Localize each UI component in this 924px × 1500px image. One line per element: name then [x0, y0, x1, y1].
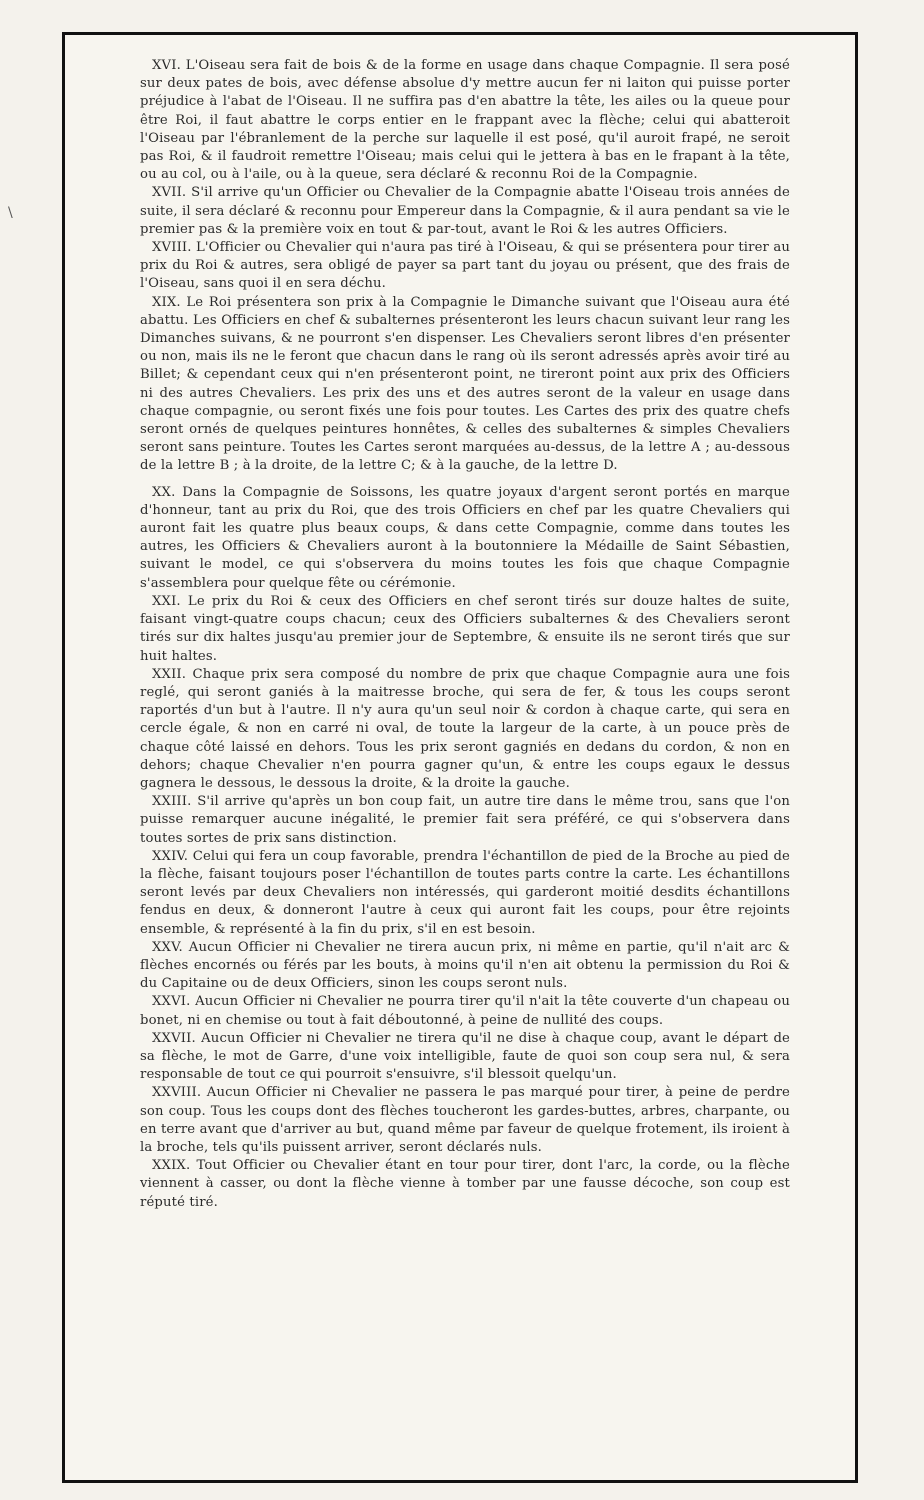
article-xvii: XVII. S'il arrive qu'un Officier ou Chevalier de la Compagnie abatte l'Oiseau trois années de suite, il sera déclaré & reconnu pour Empereur dans la Compagnie, & il aura pendant sa vie le premier pas & la première voix en tout & par-tout, avant le Roi & les autres Officiers.	[140, 185, 790, 237]
article-xix: XIX. Le Roi présentera son prix à la Compagnie le Dimanche suivant que l'Oiseau aura été abattu. Les Officiers en chef & subalternes présenteront les leurs chacun suivant leur rang les Dimanches suivans, & ne pourront s'en dispenser. Les Chevaliers seront libres d'en présenter ou non, mais ils ne le feront que chacun dans le rang où ils seront adressés après avoir tiré au Billet; & cependant ceux qui n'en présenteront point, ne tireront point aux prix des Officiers ni des autres Chevaliers. Les prix des uns et des autres seront de la valeur en usage dans chaque compagnie, ou seront fixés une fois pour toutes. Les Cartes des prix des quatre chefs seront ornés de quelques peintures honnêtes, & celles des subalternes & simples Chevaliers seront sans peinture. Toutes les Cartes seront marquées au-dessus, de la lettre A ; au-dessous de la lettre B ; à la droite, de la lettre C; & à la gauche, de la lettre D.	[140, 294, 790, 474]
article-xxvii: XXVII. Aucun Officier ni Chevalier ne tirera qu'il ne dise à chaque coup, avant le départ de sa flèche, le mot de Garre, d'une voix intelligible, faute de quoi son coup sera nul, & sera responsable de tout ce qui pourroit s'ensuivre, s'il blessoit quelqu'un.	[140, 1030, 790, 1083]
article-xx: XX. Dans la Compagnie de Soissons, les quatre joyaux d'argent seront portés en marque d'honneur, tant au prix du Roi, que des trois Officiers en chef par les quatre Chevaliers qui auront fait les quatre plus beaux coups, & dans cette Compagnie, comme dans toutes les autres, les Officiers & Chevaliers auront à la boutonniere la Médaille de Saint Sébastien, suivant le model, ce qui s'observera du moins toutes les fois que chaque Compagnie s'assemblera pour quelque fête ou cérémonie.	[140, 484, 790, 591]
margin-mark: \	[8, 205, 13, 221]
document-text	[140, 57, 790, 1212]
article-xxi: XXI. Le prix du Roi & ceux des Officiers en chef seront tirés sur douze haltes de suite, faisant vingt-quatre coups chacun; ceux des Officiers subalternes & des Chevaliers seront tirés sur dix haltes jusqu'au premier jour de Septembre, & ensuite ils ne seront tirés que sur huit haltes.	[140, 593, 790, 664]
article-xxiii: XXIII. S'il arrive qu'après un bon coup fait, un autre tire dans le même trou, sans que l'on puisse remarquer aucune inégalité, le premier fait sera préféré, ce qui s'observera dans toutes sortes de prix sans distinction.	[140, 794, 790, 846]
article-xvi: XVI. L'Oiseau sera fait de bois & de la forme en usage dans chaque Compagnie. Il sera posé sur deux pates de bois, avec défense absolue d'y mettre aucun fer ni laiton qui puisse porter préjudice à l'abat de l'Oiseau. Il ne suffira pas d'en abattre la tête, les ailes ou la queue pour être Roi, il faut abattre le corps entier en le frappant avec la flèche; celui qui abatteroit l'Oiseau par l'ébranlement de la perche sur laquelle il est posé, qu'il auroit frapé, ne seroit pas Roi, & il faudroit remettre l'Oiseau; mais celui qui le jettera à bas en le frapant à la tête, ou au col, ou à l'aile, ou à la queue, sera déclaré & reconnu Roi de la Compagnie.	[140, 58, 790, 183]
article-xviii: XVIII. L'Officier ou Chevalier qui n'aura pas tiré à l'Oiseau, & qui se présentera pour tirer au prix du Roi & autres, sera obligé de payer sa part tant du joyau ou présent, que des frais de l'Oiseau, sans quoi il en sera déchu.	[140, 240, 790, 292]
article-xxii: XXII. Chaque prix sera composé du nombre de prix que chaque Compagnie aura une fois reglé, qui seront ganiés à la maitresse broche, qui sera de fer, & tous les coups seront raportés d'un but à l'autre. Il n'y aura qu'un seul noir & cordon à chaque carte, qui sera en cercle égale, & non en carré ni oval, de toute la largeur de la carte, à un pouce près de chaque côté laissé en dehors. Tous les prix seront gagniés en dedans du cordon, & non en dehors; chaque Chevalier n'en pourra gagner qu'un, & entre les coups egaux le dessus gagnera le dessous, le dessous la droite, & la droite la gauche.	[140, 666, 790, 791]
page-frame	[62, 32, 858, 1483]
article-xxv: XXV. Aucun Officier ni Chevalier ne tirera aucun prix, ni même en partie, qu'il n'ait arc & flèches encornés ou férés par les bouts, à moins qu'il n'en ait obtenu la permission du Roi & du Capitaine ou de deux Officiers, sinon les coups seront nuls.	[140, 939, 790, 992]
article-xxiv: XXIV. Celui qui fera un coup favorable, prendra l'échantillon de pied de la Broche au pied de la flèche, faisant toujours poser l'échantillon de toutes parts contre la carte. Les échantillons seront levés par deux Chevaliers non intéressés, qui garderont moitié desdits échantillons fendus en deux, & donneront l'autre à ceux qui auront fait les coups, pour être rejoints ensemble, & représenté à la fin du prix, s'il en est besoin.	[140, 848, 790, 937]
article-xxvi: XXVI. Aucun Officier ni Chevalier ne pourra tirer qu'il n'ait la tête couverte d'un chapeau ou bonet, ni en chemise ou tout à fait déboutonné, à peine de nullité des coups.	[140, 994, 790, 1028]
article-xxix: XXIX. Tout Officier ou Chevalier étant en tour pour tirer, dont l'arc, la corde, ou la flèche viennent à casser, ou dont la flèche vienne à tomber par une fausse décoche, son coup est réputé tiré.	[140, 1158, 790, 1210]
article-xxviii: XXVIII. Aucun Officier ni Chevalier ne passera le pas marqué pour tirer, à peine de perdre son coup. Tous les coups dont des flèches toucheront les gardes-buttes, arbres, charpante, ou en terre avant que d'arriver au but, quand même par faveur de quelque frotement, ils iroient à la broche, tels qu'ils puissent arriver, seront déclarés nuls.	[140, 1085, 790, 1155]
